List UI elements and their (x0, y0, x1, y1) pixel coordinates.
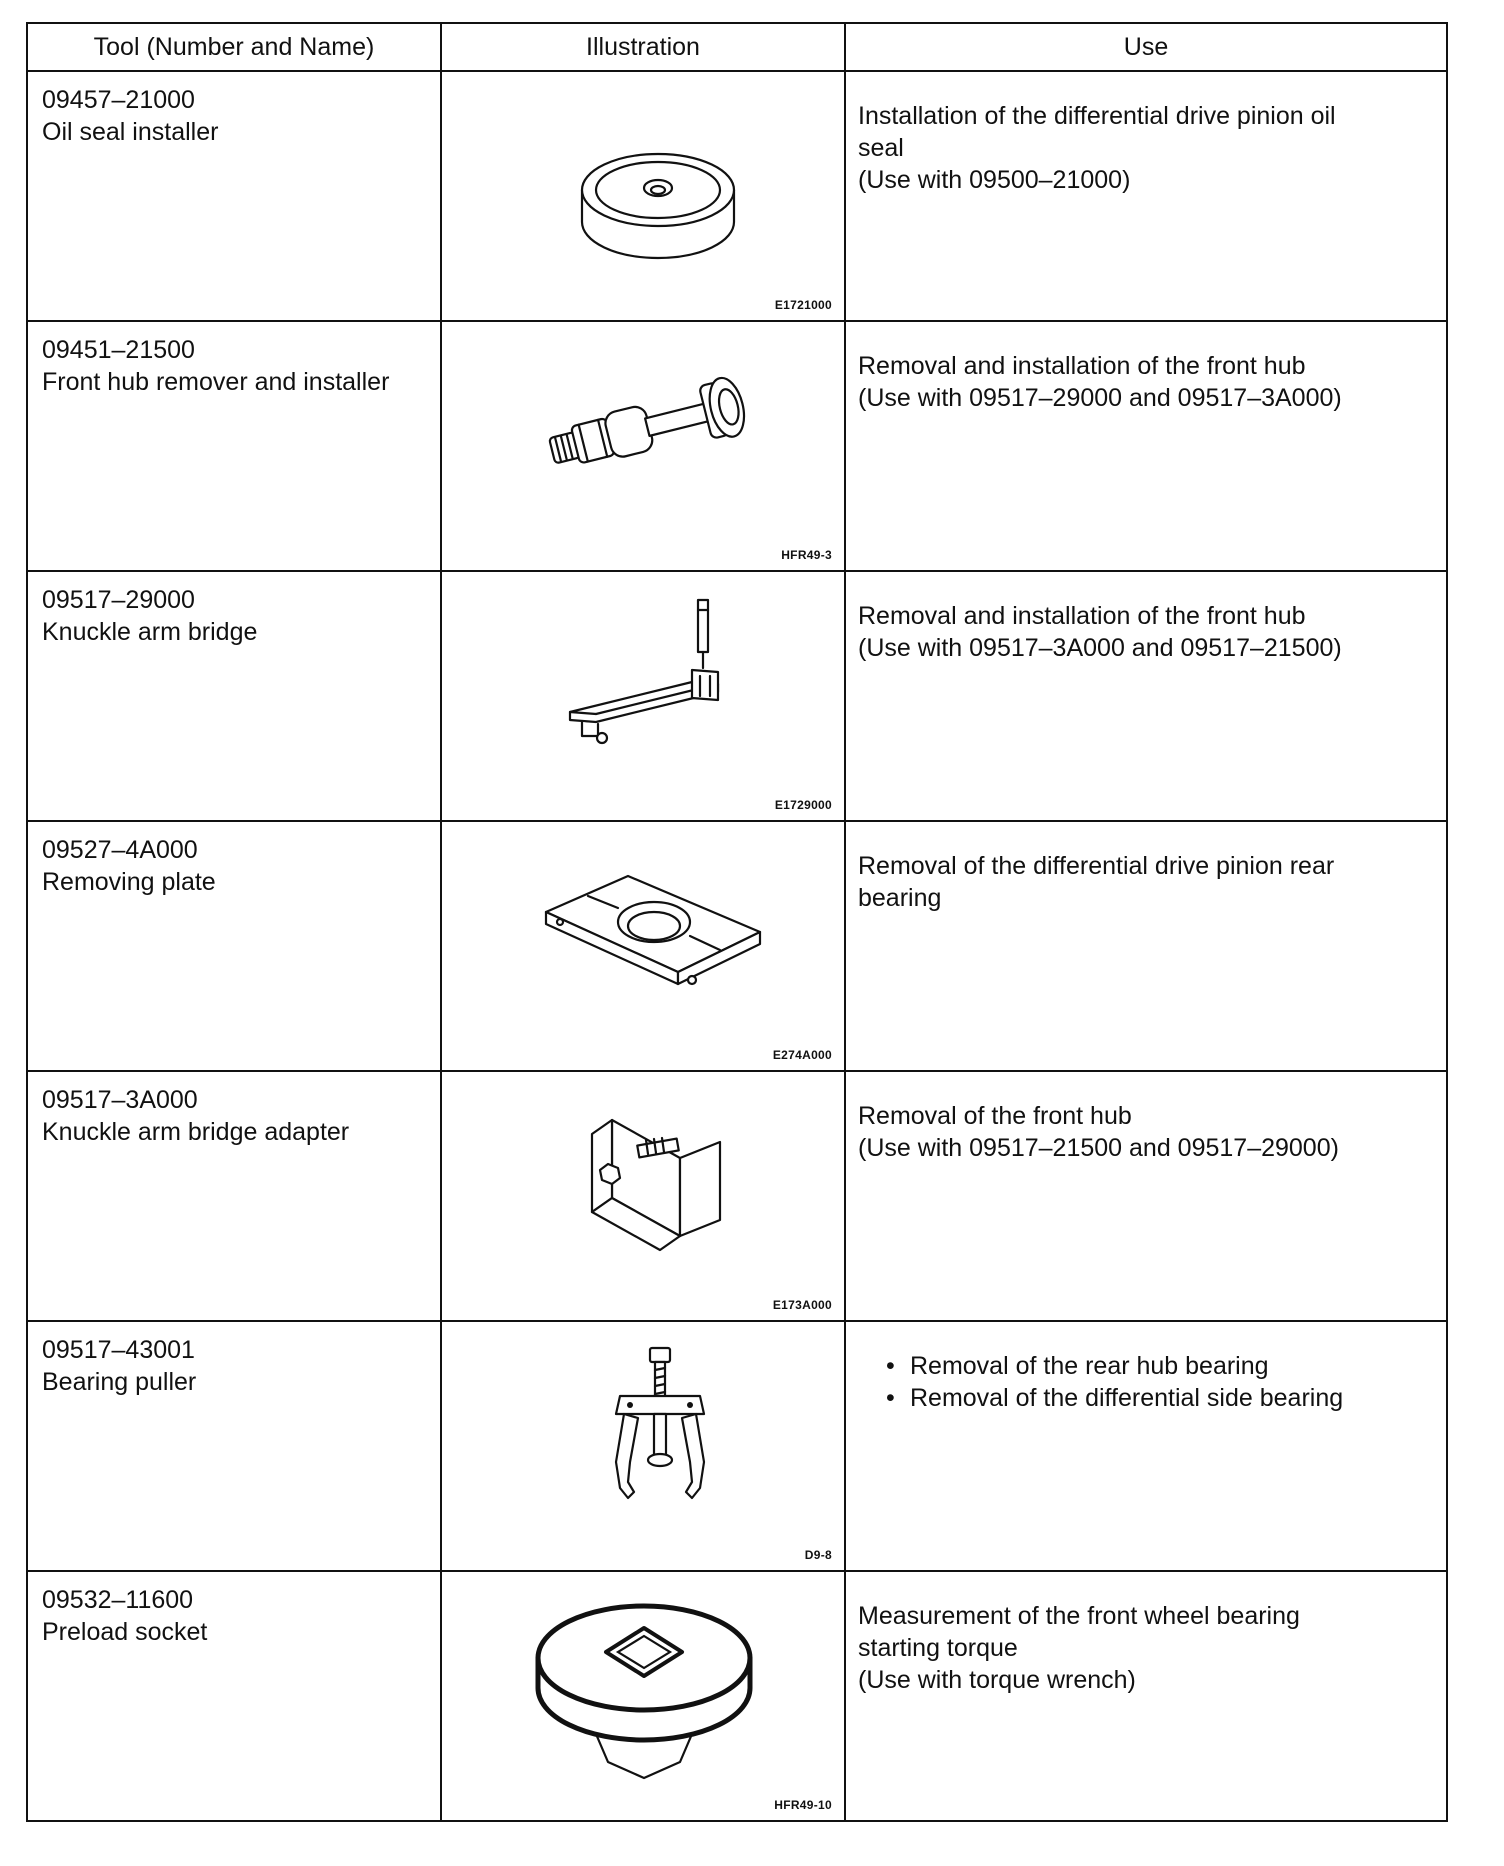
illustration-code: D9-8 (804, 1548, 832, 1562)
illustration-cell (441, 571, 845, 821)
use-line: Measurement of the front wheel bearing (858, 1602, 1300, 1630)
table-row (27, 1571, 1447, 1821)
tool-name: Knuckle arm bridge adapter (42, 1118, 350, 1146)
use-line: (Use with 09517–29000 and 09517–3A000) (858, 384, 1342, 412)
tool-number: 09532–11600 (42, 1586, 194, 1614)
use-line: Removal of the differential drive pinion rear (858, 852, 1335, 880)
tool-cell (27, 321, 441, 571)
illustration-cell (441, 1571, 845, 1821)
tool-number: 09457–21000 (42, 86, 195, 114)
use-cell (845, 821, 1447, 1071)
use-cell (845, 1571, 1447, 1821)
illustration-cell (441, 1071, 845, 1321)
illustration-code: E274A000 (772, 1048, 832, 1062)
special-tools-table (26, 22, 1448, 1822)
illustration-code: E173A000 (772, 1298, 832, 1312)
illustration-cell (441, 321, 845, 571)
bearing-puller-icon (442, 1322, 846, 1570)
table-header-row (27, 23, 1447, 71)
use-line: (Use with 09517–21500 and 09517–29000) (858, 1134, 1339, 1162)
tool-name: Front hub remover and installer (42, 368, 390, 396)
tool-number: 09517–43001 (42, 1336, 195, 1364)
tool-cell (27, 1321, 441, 1571)
use-line: Installation of the differential drive pinion oil (858, 102, 1336, 130)
removing-plate-icon (442, 822, 846, 1070)
table-row (27, 821, 1447, 1071)
illustration-cell (441, 1321, 845, 1571)
tool-cell (27, 821, 441, 1071)
use-line: Removal and installation of the front hub (858, 602, 1306, 630)
use-bullet: • Removal of the differential side bearing (886, 1382, 1428, 1414)
header-use: Use (845, 23, 1447, 71)
tool-name: Bearing puller (42, 1368, 197, 1396)
tool-name: Knuckle arm bridge (42, 618, 258, 646)
tool-number: 09517–29000 (42, 586, 195, 614)
special-tools-sheet (26, 22, 1446, 1822)
tool-number: 09451–21500 (42, 336, 195, 364)
use-cell (845, 71, 1447, 321)
tool-number: 09527–4A000 (42, 836, 198, 864)
use-line: Removal of the front hub (858, 1102, 1132, 1130)
use-line: bearing (858, 884, 942, 912)
bridge-adapter-icon (442, 1072, 846, 1320)
use-cell (845, 571, 1447, 821)
table-row (27, 1321, 1447, 1571)
illustration-code: HFR49-3 (781, 548, 832, 562)
tool-cell (27, 1071, 441, 1321)
illustration-code: E1729000 (774, 798, 832, 812)
tool-name: Removing plate (42, 868, 216, 896)
use-line: (Use with 09500–21000) (858, 166, 1131, 194)
illustration-code: HFR49-10 (774, 1798, 832, 1812)
tool-number: 09517–3A000 (42, 1086, 198, 1114)
hub-remover-icon (442, 322, 846, 570)
use-line: Removal and installation of the front hub (858, 352, 1306, 380)
table-row (27, 1071, 1447, 1321)
use-line: seal (858, 134, 904, 162)
use-cell (845, 1321, 1447, 1571)
tool-cell (27, 71, 441, 321)
illustration-code: E1721000 (774, 298, 832, 312)
header-illustration: Illustration (441, 23, 845, 71)
use-line: (Use with torque wrench) (858, 1666, 1136, 1694)
table-row (27, 321, 1447, 571)
illustration-cell (441, 821, 845, 1071)
use-cell (845, 321, 1447, 571)
knuckle-arm-bridge-icon (442, 572, 846, 820)
use-bullet: • Removal of the rear hub bearing (886, 1350, 1428, 1382)
oil-seal-installer-icon (442, 72, 846, 320)
table-row (27, 571, 1447, 821)
tool-name: Preload socket (42, 1618, 208, 1646)
tool-cell (27, 571, 441, 821)
use-cell (845, 1071, 1447, 1321)
illustration-cell (441, 71, 845, 321)
use-line: (Use with 09517–3A000 and 09517–21500) (858, 634, 1342, 662)
table-row (27, 71, 1447, 321)
use-bullet-list (858, 1350, 1428, 1414)
tool-name: Oil seal installer (42, 118, 219, 146)
tool-cell (27, 1571, 441, 1821)
preload-socket-icon (442, 1572, 846, 1820)
header-tool: Tool (Number and Name) (27, 23, 441, 71)
use-line: starting torque (858, 1634, 1018, 1662)
